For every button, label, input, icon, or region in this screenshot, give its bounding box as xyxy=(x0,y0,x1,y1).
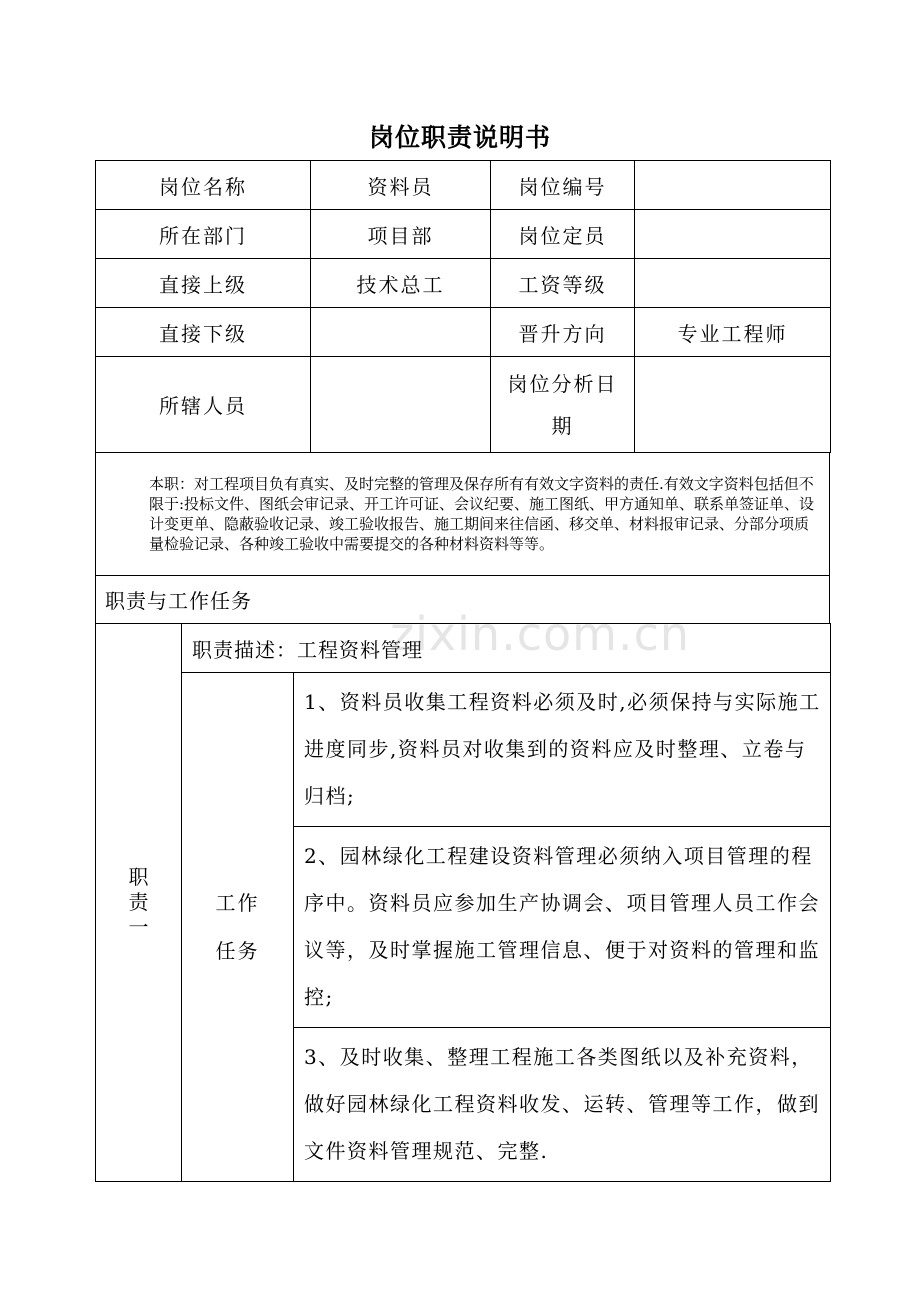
section-heading: 职责与工作任务 xyxy=(96,576,830,624)
label-analysis-date xyxy=(491,357,635,453)
value-direct-subordinate xyxy=(311,308,491,357)
info-row-department xyxy=(96,210,831,259)
analysis-date-line2: 期 xyxy=(551,413,574,438)
task-label-line: 任务 xyxy=(215,939,260,963)
document-title: 岗位职责说明书 xyxy=(368,123,551,152)
task-item-3: 3、及时收集、整理工程施工各类图纸以及补充资料，做好园林绿化工程资料收发、运转、管理等工作，做到文件资料管理规范、完整. xyxy=(294,1028,831,1182)
value-direct-superior: 技术总工 xyxy=(311,259,491,308)
value-salary-grade xyxy=(635,259,831,308)
value-position-code xyxy=(635,161,831,210)
label-position-name: 岗位名称 xyxy=(96,161,311,210)
value-staff-under xyxy=(311,357,491,453)
task-item-2: 2、园林绿化工程建设资料管理必须纳入项目管理的程序中。资料员应参加生产协调会、项目管理人员工作会议等，及时掌握施工管理信息、便于对资料的管理和监控; xyxy=(294,827,831,1028)
value-position-name: 资料员 xyxy=(311,161,491,210)
duty-label-char: 责 xyxy=(128,890,149,914)
info-row-position xyxy=(96,161,831,210)
duty-label xyxy=(96,624,182,1182)
analysis-date-line1: 岗位分析日 xyxy=(507,371,618,396)
scope-table xyxy=(95,452,830,576)
info-row-subordinate xyxy=(96,308,831,357)
task-item-1: 1、资料员收集工程资料必须及时,必须保持与实际施工进度同步,资料员对收集到的资料应及时整理、立卷与归档; xyxy=(294,673,831,827)
duty-label-char: 职 xyxy=(128,865,149,889)
label-salary-grade: 工资等级 xyxy=(491,259,635,308)
scope-text: 本职：对工程项目负有真实、及时完整的管理及保存所有有效文字资料的责任.有效文字资料包括但不限于:投标文件、图纸会审记录、开工许可证、会议纪要、施工图纸、甲方通知单、联系单签证单、设计变更单、隐蔽验收记录、竣工验收报告、施工期间来往信函、移交单、材料报审记录、分部分项质量检验记录、各种竣工验收中需要提交的各种材料资料等等。 xyxy=(96,453,830,576)
info-row-staff xyxy=(96,357,831,453)
duty-table xyxy=(95,623,831,1182)
duty-description: 职责描述：工程资料管理 xyxy=(182,624,831,673)
label-direct-superior: 直接上级 xyxy=(96,259,311,308)
value-headcount xyxy=(635,210,831,259)
label-promotion: 晋升方向 xyxy=(491,308,635,357)
label-headcount: 岗位定员 xyxy=(491,210,635,259)
watermark: zixin.com.cn xyxy=(390,607,691,661)
label-staff-under: 所辖人员 xyxy=(96,357,311,453)
label-direct-subordinate: 直接下级 xyxy=(96,308,311,357)
section-heading-table xyxy=(95,575,830,624)
duty-label-char: 一 xyxy=(128,915,149,939)
job-info-table xyxy=(95,160,831,453)
info-row-superior xyxy=(96,259,831,308)
task-label xyxy=(182,673,294,1182)
value-analysis-date xyxy=(635,357,831,453)
value-department: 项目部 xyxy=(311,210,491,259)
value-promotion: 专业工程师 xyxy=(635,308,831,357)
label-department: 所在部门 xyxy=(96,210,311,259)
task-label-line: 工作 xyxy=(215,891,260,915)
label-position-code: 岗位编号 xyxy=(491,161,635,210)
